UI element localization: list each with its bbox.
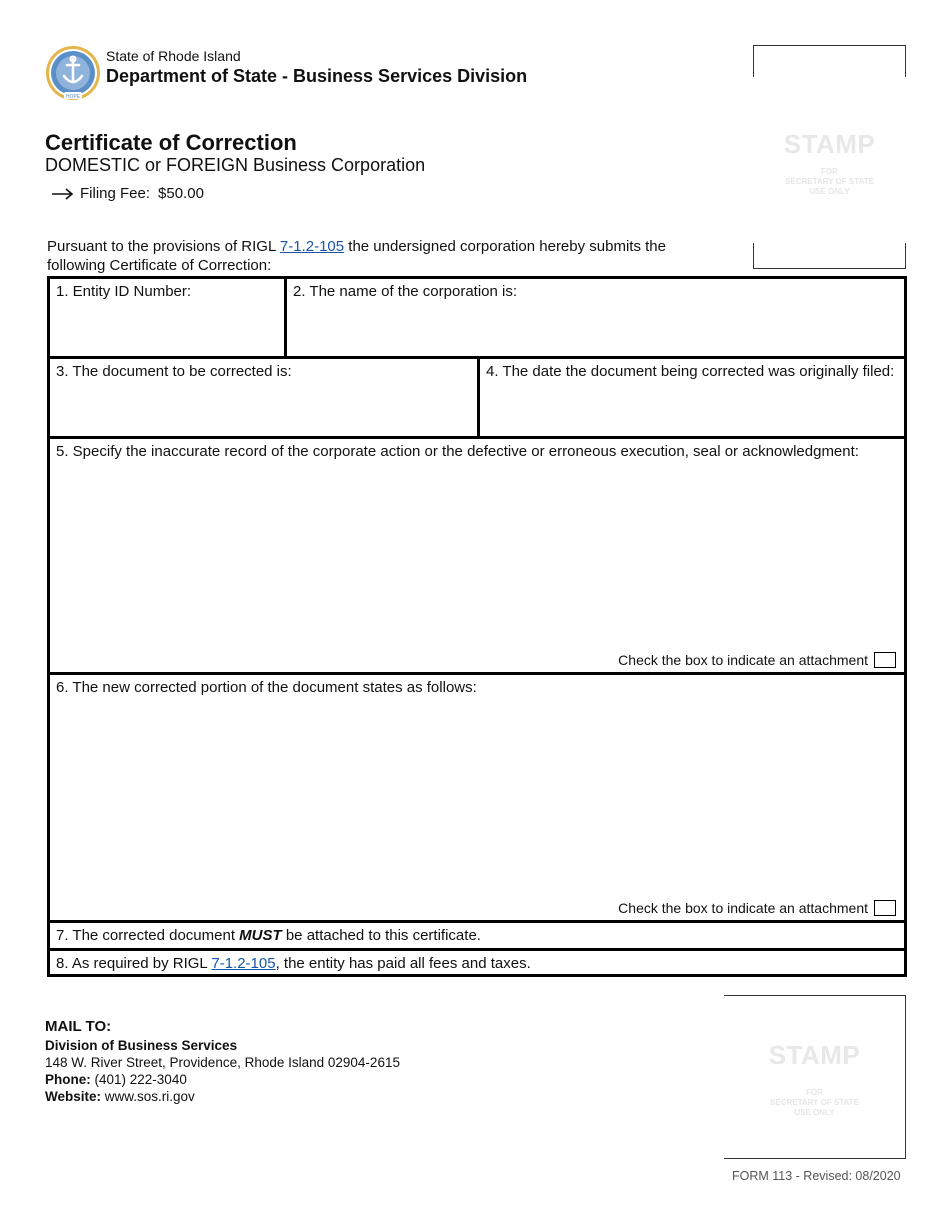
- stamp-caption-line: USE ONLY: [794, 1108, 835, 1117]
- requirement-text: be attached to this certificate.: [281, 927, 481, 944]
- fees-text: , the entity has paid all fees and taxes.: [275, 955, 531, 972]
- stamp-caption-line: FOR: [821, 167, 838, 176]
- stamp-caption: [724, 1088, 905, 1118]
- corporation-name-label: 2. The name of the corporation is:: [293, 283, 518, 300]
- intro-text-after: the undersigned corporation hereby submits the following Certificate of Correction:: [47, 238, 666, 274]
- inaccurate-record-label: 5. Specify the inaccurate record of the corporate action or the defective or erroneous execution, seal or acknowledgment:: [56, 443, 859, 460]
- attachment-checkbox-row: [618, 652, 896, 668]
- filing-fee: [50, 185, 204, 202]
- svg-text:HOPE: HOPE: [65, 94, 81, 100]
- mail-to-heading: MAIL TO:: [45, 1018, 112, 1035]
- stamp-border-top: [753, 45, 906, 77]
- form-subtitle: DOMESTIC or FOREIGN Business Corporation: [45, 155, 426, 175]
- phone-label: Phone:: [45, 1072, 91, 1087]
- state-name: State of Rhode Island: [106, 48, 241, 64]
- entity-id-label: 1. Entity ID Number:: [56, 283, 192, 300]
- inaccurate-record-field[interactable]: [50, 439, 904, 672]
- website-label: Website:: [45, 1089, 102, 1104]
- stamp-caption-line: FOR: [806, 1088, 823, 1097]
- original-filing-date-label: 4. The date the document being corrected was originally filed:: [486, 363, 895, 380]
- phone-value: (401) 222-3040: [94, 1072, 187, 1087]
- department-name: Department of State - Business Services Division: [106, 66, 528, 86]
- intro-text-before: Pursuant to the provisions of RIGL: [47, 238, 280, 255]
- state-seal-icon: [45, 45, 101, 101]
- attachment-checkbox-row: [618, 900, 896, 916]
- filing-fee-value: $50.00: [158, 185, 204, 202]
- requirement-text: 7. The corrected document: [56, 927, 240, 944]
- fees-text: 8. As required by RIGL: [56, 955, 212, 972]
- mail-to-address: [45, 1037, 400, 1105]
- attachment-label: Check the box to indicate an attachment: [618, 652, 868, 668]
- original-filing-date-field[interactable]: [480, 359, 904, 436]
- mail-org: Division of Business Services: [45, 1038, 238, 1053]
- entity-id-field[interactable]: [50, 279, 284, 356]
- website-value: www.sos.ri.gov: [104, 1089, 195, 1104]
- attachment-checkbox[interactable]: [874, 900, 896, 916]
- requirement-emphasis: MUST: [239, 927, 282, 944]
- rigl-link[interactable]: 7-1.2-105: [279, 238, 345, 255]
- stamp-box-bottom: [724, 995, 906, 1159]
- corrected-portion-field[interactable]: [50, 675, 904, 920]
- stamp-watermark: STAMP: [768, 1040, 861, 1070]
- stamp-caption-line: USE ONLY: [809, 187, 850, 196]
- form-title: Certificate of Correction: [45, 130, 297, 155]
- attachment-checkbox[interactable]: [874, 652, 896, 668]
- fees-statement: [50, 951, 904, 974]
- attachment-label: Check the box to indicate an attachment: [618, 900, 868, 916]
- stamp-border-bottom: [753, 243, 906, 269]
- stamp-box-top: [753, 45, 906, 269]
- stamp-caption-line: SECRETARY OF STATE: [770, 1098, 859, 1107]
- attachment-requirement: [50, 923, 904, 948]
- form-number: FORM 113 - Revised: 08/2020: [732, 1169, 901, 1183]
- stamp-caption-line: SECRETARY OF STATE: [785, 177, 874, 186]
- document-corrected-label: 3. The document to be corrected is:: [56, 363, 292, 380]
- corporation-name-field[interactable]: [287, 279, 904, 356]
- rigl-link[interactable]: 7-1.2-105: [211, 955, 276, 972]
- corrected-portion-label: 6. The new corrected portion of the document states as follows:: [56, 679, 477, 696]
- correction-form: [47, 276, 907, 977]
- mail-address: 148 W. River Street, Providence, Rhode Island 02904-2615: [45, 1055, 400, 1070]
- document-corrected-field[interactable]: [50, 359, 477, 436]
- arrow-right-icon: [50, 187, 76, 201]
- filing-fee-label: Filing Fee:: [80, 185, 151, 202]
- stamp-watermark: STAMP: [783, 129, 876, 159]
- stamp-caption: [753, 167, 906, 197]
- intro-text: [47, 237, 727, 275]
